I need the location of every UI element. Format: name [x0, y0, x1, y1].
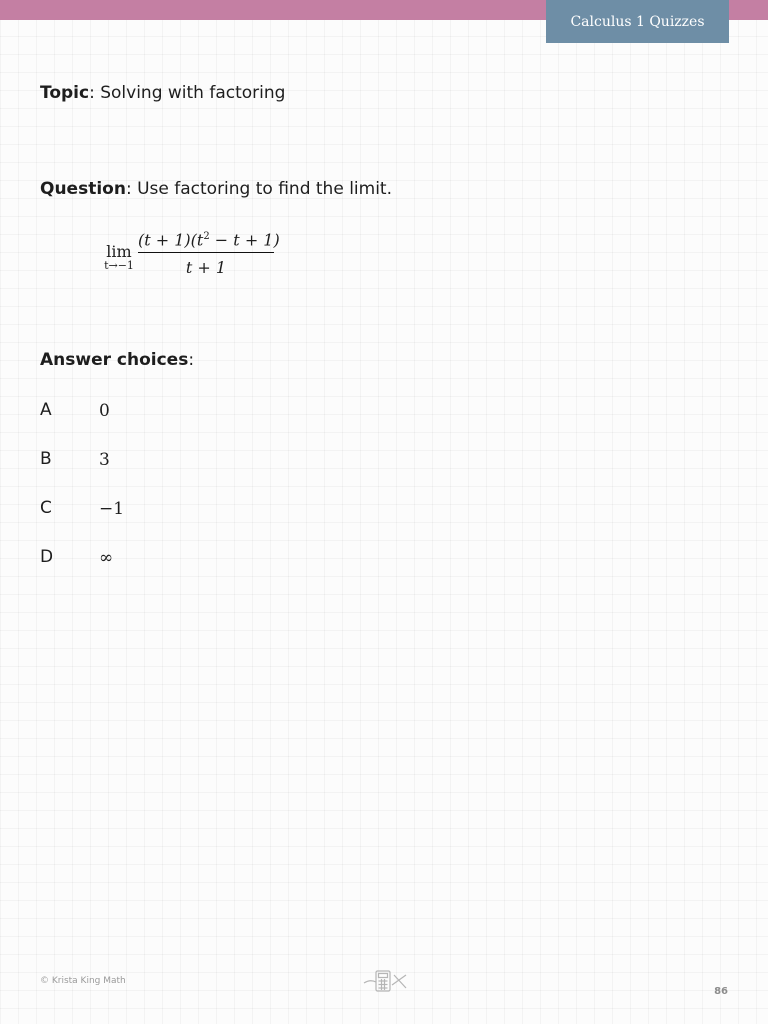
- choice-value: 0: [99, 401, 110, 421]
- answer-choices-colon: :: [188, 350, 195, 370]
- numerator-tail: − t + 1): [209, 230, 280, 250]
- calculator-logo-icon: [362, 968, 408, 994]
- lim-operator: lim: [106, 242, 132, 261]
- choice-letter: A: [40, 400, 52, 420]
- footer-copyright: © Krista King Math: [40, 976, 126, 986]
- answer-choices-heading: [40, 350, 194, 370]
- header-tab: [546, 0, 729, 43]
- numerator-head: (t + 1)(t: [138, 230, 204, 250]
- fraction: [138, 225, 280, 280]
- denominator-text: t + 1: [185, 258, 227, 277]
- choice-letter: C: [40, 498, 52, 518]
- answer-choice-d[interactable]: [40, 547, 440, 571]
- answer-choice-a[interactable]: [40, 400, 440, 424]
- fraction-denominator: [138, 256, 274, 280]
- question-label: Question: [40, 179, 126, 199]
- topic-text: : Solving with factoring: [89, 83, 286, 103]
- choice-value: −1: [99, 499, 125, 519]
- choice-value: 3: [99, 450, 110, 470]
- header-tab-label: Calculus 1 Quizzes: [570, 13, 705, 30]
- choice-value: ∞: [99, 548, 114, 568]
- answer-choice-c[interactable]: [40, 498, 440, 522]
- choice-letter: B: [40, 449, 52, 469]
- topic-line: [40, 83, 285, 103]
- page-number: 86: [714, 986, 728, 997]
- lim-subscript: t→−1: [104, 259, 134, 272]
- question-line: [40, 179, 392, 199]
- choice-letter: D: [40, 547, 54, 567]
- numerator-exponent: 2: [203, 231, 210, 242]
- answer-choice-b[interactable]: [40, 449, 440, 473]
- fraction-numerator: [138, 225, 280, 250]
- answer-choices-label: Answer choices: [40, 350, 189, 370]
- question-text: : Use factoring to find the limit.: [125, 179, 392, 199]
- topic-label: Topic: [40, 83, 90, 103]
- fraction-bar: [138, 252, 274, 253]
